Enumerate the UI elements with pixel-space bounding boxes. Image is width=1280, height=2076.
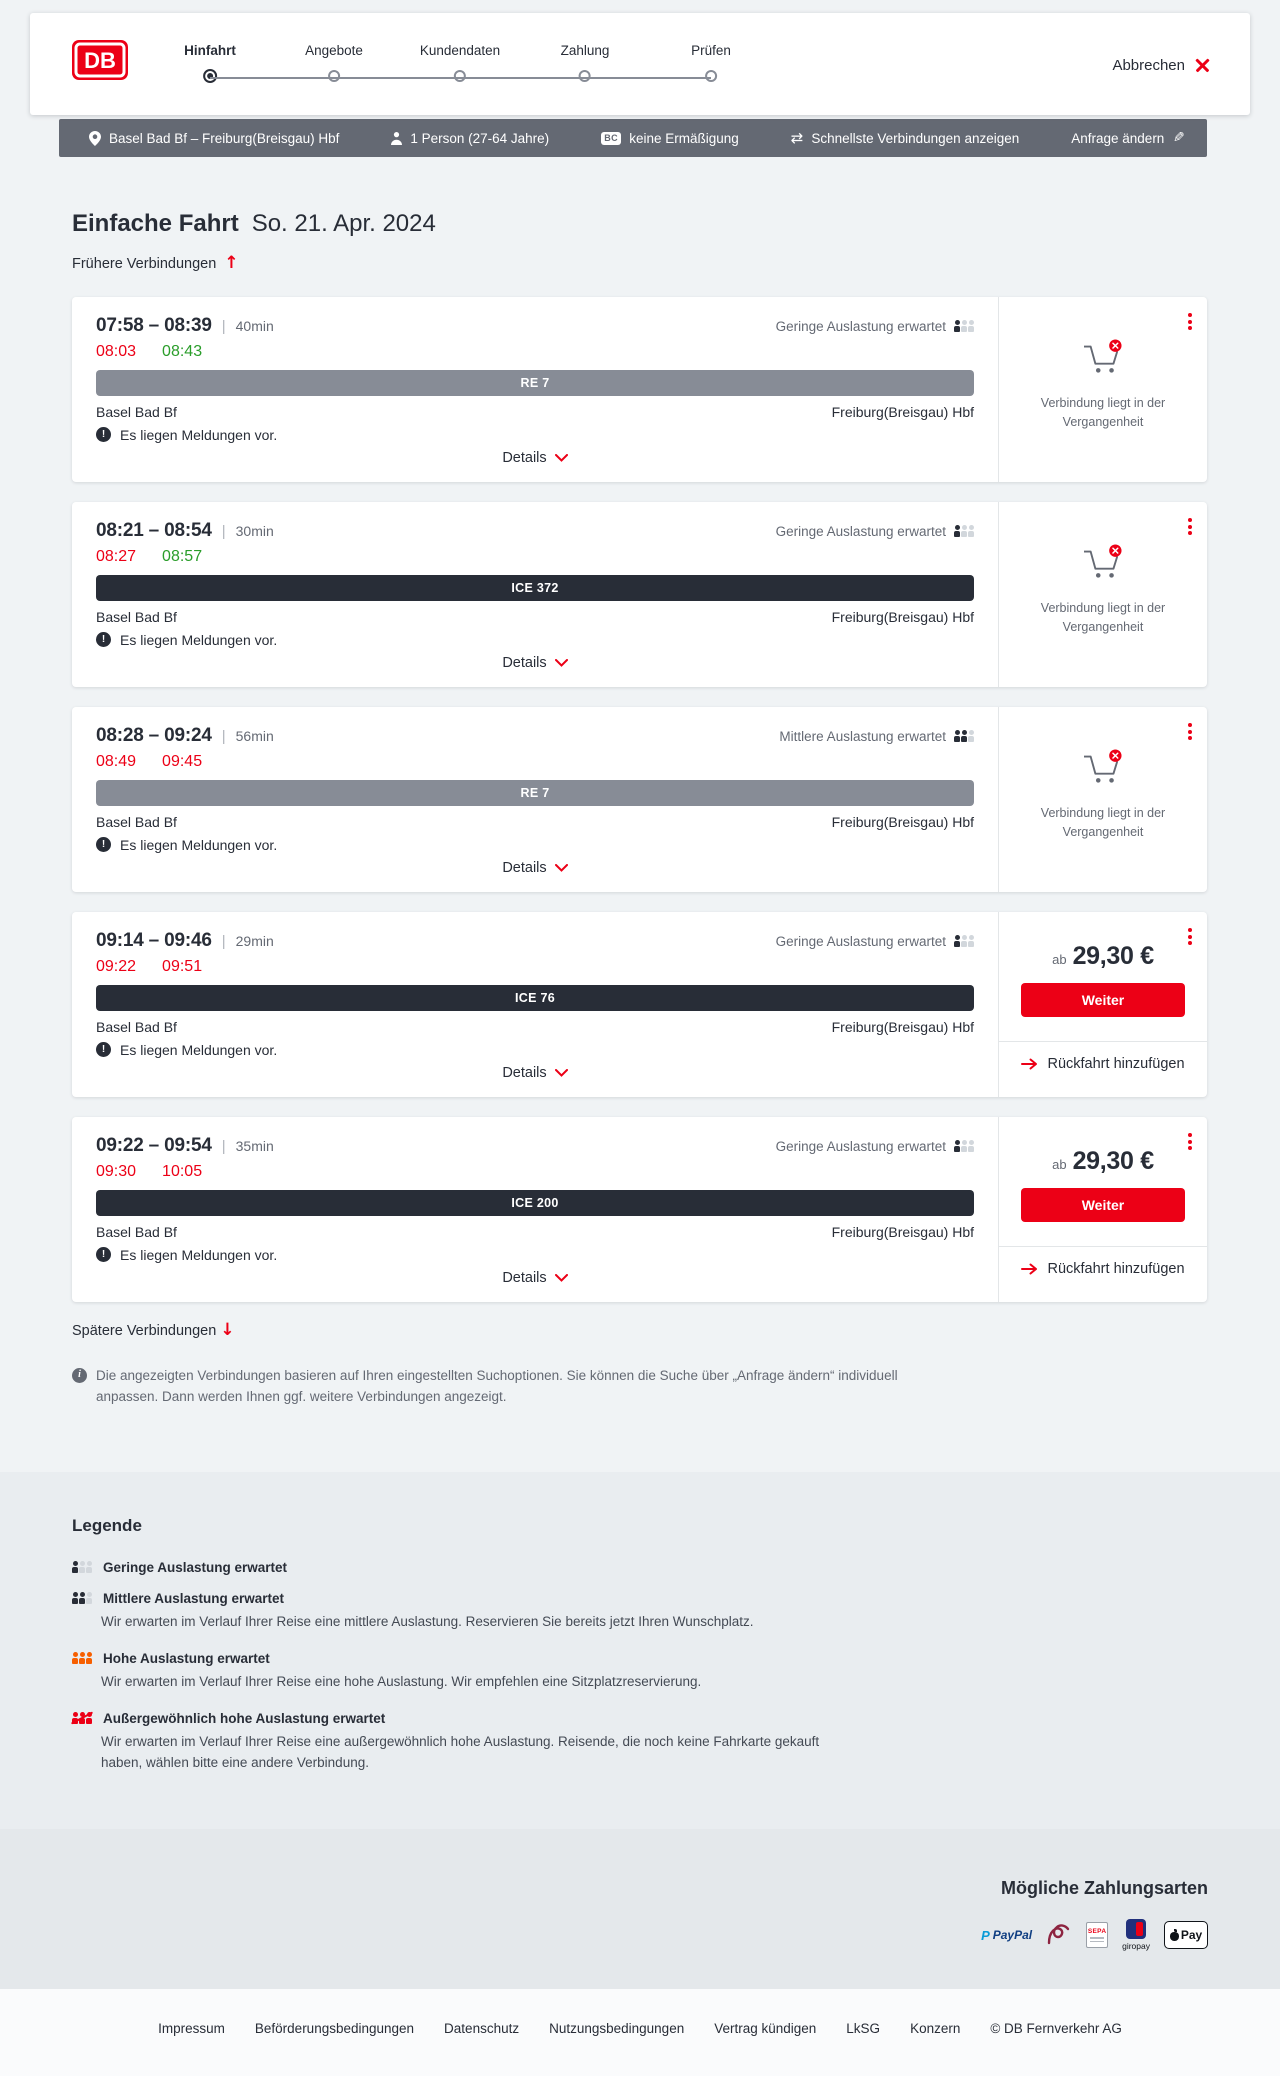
step-dot-icon (454, 70, 466, 82)
step-label: Zahlung (560, 43, 610, 58)
apple-logo-icon (1170, 1930, 1179, 1941)
cancel-button[interactable] (1112, 57, 1210, 74)
actual-departure-time: 09:30 (96, 1162, 137, 1180)
more-options-button[interactable] (1186, 1129, 1194, 1155)
price-prefix: ab (1052, 951, 1067, 967)
notice-text: Es liegen Meldungen vor. (120, 426, 278, 443)
past-connection-text: Verbindung liegt in der Vergangenheit (1040, 600, 1166, 634)
journey-time-range: 08:21 – 08:54 (96, 519, 212, 541)
more-options-button[interactable] (1186, 924, 1194, 950)
journey-duration: 40min (235, 317, 274, 334)
alert-icon: ! (96, 837, 111, 852)
results-heading (72, 210, 1208, 238)
cart-unavailable-icon (1082, 749, 1124, 787)
arrow-down-icon: ↓ (220, 1319, 235, 1340)
origin-station: Basel Bad Bf (96, 1018, 177, 1035)
arrow-up-icon: ↑ (224, 253, 239, 273)
separator: | (221, 317, 226, 335)
destination-station: Freiburg(Breisgau) Hbf (831, 1223, 974, 1240)
info-icon: i (72, 1368, 87, 1383)
footer-link-impressum[interactable]: Impressum (158, 2021, 225, 2037)
train-segment-bar (96, 780, 974, 806)
occupancy-indicator (776, 1139, 974, 1154)
location-pin-icon (89, 131, 101, 146)
paypal-glyph: P (981, 1927, 990, 1943)
notice-text: Es liegen Meldungen vor. (120, 836, 278, 853)
actual-departure-time: 08:49 (96, 752, 137, 770)
route-text: Basel Bad Bf – Freiburg(Breisgau) Hbf (109, 130, 340, 146)
paypal-label: PayPal (992, 1928, 1033, 1943)
connection-card (72, 707, 1207, 892)
legend-item-description: Wir erwarten im Verlauf Ihrer Reise eine mittlere Auslastung. Reservieren Sie bereits jetzt Ihren Wunschplatz. (101, 1613, 754, 1629)
occupancy-indicator (776, 934, 974, 949)
actual-departure-time: 08:27 (96, 547, 137, 565)
checkout-header (30, 13, 1250, 115)
journey-time-range: 08:28 – 09:24 (96, 724, 212, 746)
connection-card (72, 1117, 1207, 1302)
legend-item-high (72, 1651, 1208, 1693)
page-title: Einfache Fahrt (72, 210, 239, 237)
giropay-icon (1122, 1919, 1150, 1951)
details-label: Details (502, 1269, 547, 1286)
connection-main (72, 502, 998, 687)
connection-main (72, 912, 998, 1097)
earlier-connections-label: Frühere Verbindungen (72, 255, 217, 272)
journey-duration: 29min (235, 932, 274, 949)
legend-item-mid (72, 1591, 1208, 1633)
occupancy-exceptional-icon (72, 1712, 92, 1724)
separator: | (221, 932, 226, 950)
legend-item-low (72, 1560, 1208, 1575)
cart-unavailable-icon (1082, 339, 1124, 377)
paypal-icon (981, 1928, 1032, 1943)
chevron-down-icon (555, 864, 568, 872)
continue-button[interactable]: Weiter (1021, 1188, 1185, 1222)
search-summary-bar (59, 119, 1207, 157)
price-value: 29,30 € (1072, 1146, 1154, 1175)
details-label: Details (502, 654, 547, 671)
more-options-button[interactable] (1186, 309, 1194, 335)
step-label: Hinfahrt (184, 43, 236, 58)
connection-list (72, 297, 1207, 1302)
separator: | (221, 1137, 226, 1155)
legend-item-label: Hohe Auslastung erwartet (103, 1650, 270, 1666)
details-label: Details (502, 859, 547, 876)
connection-main (72, 1117, 998, 1302)
connection-action-panel (998, 502, 1207, 687)
journey-time-range: 09:14 – 09:46 (96, 929, 212, 951)
footer-link-datenschutz[interactable]: Datenschutz (444, 2021, 520, 2037)
discount-summary (601, 131, 739, 146)
chevron-down-icon (555, 659, 568, 667)
footer-link-lksg[interactable]: LkSG (846, 2021, 881, 2037)
occupancy-mid-icon (72, 1592, 92, 1604)
price-prefix: ab (1052, 1156, 1067, 1172)
footer-link-vertrag-kuendigen[interactable]: Vertrag kündigen (714, 2021, 817, 2037)
more-options-button[interactable] (1186, 719, 1194, 745)
occupancy-low-icon (72, 1561, 92, 1573)
origin-station: Basel Bad Bf (96, 813, 177, 830)
separator: | (221, 727, 226, 745)
alert-icon: ! (96, 632, 111, 647)
train-label: ICE 200 (511, 1195, 559, 1210)
passenger-summary (391, 131, 549, 146)
destination-station: Freiburg(Breisgau) Hbf (831, 1018, 974, 1035)
details-toggle[interactable] (96, 655, 974, 671)
occupancy-persons-icon (954, 320, 974, 332)
more-options-button[interactable] (1186, 514, 1194, 540)
panel-divider (999, 1246, 1207, 1247)
destination-station: Freiburg(Breisgau) Hbf (831, 608, 974, 625)
apple-pay-icon (1164, 1921, 1208, 1949)
footer (0, 1989, 1280, 2076)
past-connection-text: Verbindung liegt in der Vergangenheit (1040, 805, 1166, 839)
train-segment-bar (96, 370, 974, 396)
legend-item-description: Wir erwarten im Verlauf Ihrer Reise eine außergewöhnlich hohe Auslastung. Reisende, die noch keine Fahrkarte gekauft haben, wählen bitte eine andere Verbindung. (101, 1733, 820, 1770)
details-label: Details (502, 1064, 547, 1081)
swap-arrows-icon: ⇄ (790, 128, 804, 147)
legend-section (0, 1472, 1280, 1830)
actual-arrival-time: 10:05 (162, 1162, 203, 1180)
payment-methods-section (0, 1829, 1280, 1989)
step-dot-icon (705, 70, 717, 82)
occupancy-label: Geringe Auslastung erwartet (775, 933, 946, 949)
connection-action-panel (998, 707, 1207, 892)
occupancy-persons-icon (954, 1140, 974, 1152)
chevron-down-icon (555, 1274, 568, 1282)
progress-steps (30, 13, 1250, 115)
actual-arrival-time: 09:51 (162, 957, 203, 975)
actual-arrival-time: 08:57 (162, 547, 203, 565)
sort-text: Schnellste Verbindungen anzeigen (811, 130, 1020, 146)
occupancy-label: Geringe Auslastung erwartet (775, 523, 946, 539)
notice-text: Es liegen Meldungen vor. (120, 631, 278, 648)
add-return-link[interactable] (999, 1056, 1207, 1072)
route-summary (89, 131, 339, 146)
origin-station: Basel Bad Bf (96, 403, 177, 420)
journey-time-range: 09:22 – 09:54 (96, 1134, 212, 1156)
search-options-note-text: Die angezeigten Verbindungen basieren auf Ihren eingestellten Suchoptionen. Sie können die Suche über „Anfrage ändern“ individuell anpassen. Dann werden Ihnen ggf. weitere Verbindungen angezeigt. (96, 1367, 898, 1405)
journey-duration: 30min (235, 522, 274, 539)
details-toggle[interactable] (96, 1270, 974, 1286)
add-return-link[interactable] (999, 1261, 1207, 1277)
passengers-text: 1 Person (27-64 Jahre) (410, 130, 550, 146)
alert-icon: ! (96, 427, 111, 442)
legend-item-label: Außergewöhnlich hohe Auslastung erwartet (103, 1710, 386, 1726)
connection-action-panel (998, 297, 1207, 482)
past-connection-text: Verbindung liegt in der Vergangenheit (1040, 395, 1166, 429)
step-label: Angebote (305, 43, 363, 58)
giropay-label: giropay (1122, 1941, 1150, 1952)
connection-card (72, 297, 1207, 482)
person-icon (391, 132, 402, 145)
step-dot-icon (579, 70, 591, 82)
legend-title: Legende (72, 1515, 142, 1535)
actual-arrival-time: 08:43 (162, 342, 203, 360)
add-return-label: Rückfahrt hinzufügen (1047, 1260, 1185, 1277)
footer-link-befoerderungsbedingungen[interactable]: Beförderungsbedingungen (254, 2021, 415, 2037)
continue-button[interactable]: Weiter (1021, 983, 1185, 1017)
alert-icon: ! (96, 1247, 111, 1262)
occupancy-label: Mittlere Auslastung erwartet (779, 728, 946, 744)
legend-item-label: Mittlere Auslastung erwartet (103, 1590, 285, 1606)
train-label: RE 7 (520, 785, 550, 800)
step-label: Kundendaten (419, 43, 501, 58)
payment-icons-row (72, 1919, 1208, 1951)
search-options-note (72, 1365, 952, 1408)
connection-notice (96, 1042, 974, 1058)
journey-time-range: 07:58 – 08:39 (96, 314, 212, 336)
cancel-label: Abbrechen (1112, 57, 1185, 74)
connection-notice (96, 837, 974, 853)
occupancy-indicator (779, 729, 974, 744)
legend-item-exceptional (72, 1711, 1208, 1774)
destination-station: Freiburg(Breisgau) Hbf (831, 403, 974, 420)
sepa-direct-debit-icon (1086, 1922, 1108, 1948)
train-segment-bar (96, 985, 974, 1011)
copyright-text: © DB Fernverkehr AG (990, 2021, 1122, 2037)
arrow-right-icon (1021, 1058, 1038, 1070)
notice-text: Es liegen Meldungen vor. (120, 1246, 278, 1263)
train-label: RE 7 (520, 375, 550, 390)
connection-notice (96, 427, 974, 443)
details-toggle[interactable] (96, 450, 974, 466)
actual-departure-time: 09:22 (96, 957, 137, 975)
alert-icon: ! (96, 1042, 111, 1057)
occupancy-high-icon (72, 1652, 92, 1664)
connection-action-panel (998, 912, 1207, 1097)
origin-station: Basel Bad Bf (96, 1223, 177, 1240)
footer-link-nutzungsbedingungen[interactable]: Nutzungsbedingungen (549, 2021, 685, 2037)
payment-swirl-icon (1046, 1923, 1072, 1947)
actual-arrival-time: 09:45 (162, 752, 203, 770)
journey-duration: 56min (235, 727, 274, 744)
connection-notice (96, 1247, 974, 1263)
connection-main (72, 707, 998, 892)
occupancy-persons-icon (954, 935, 974, 947)
discount-text: keine Ermäßigung (629, 130, 739, 146)
actual-departure-time: 08:03 (96, 342, 137, 360)
train-label: ICE 76 (514, 990, 555, 1005)
connection-card (72, 502, 1207, 687)
occupancy-indicator (776, 319, 974, 334)
step-dot-icon (328, 70, 340, 82)
chevron-down-icon (555, 454, 568, 462)
step-dot-active-icon (203, 69, 217, 83)
legend-item-description: Wir erwarten im Verlauf Ihrer Reise eine hohe Auslastung. Wir empfehlen eine Sitzplatzreservierung. (101, 1673, 702, 1689)
arrow-right-icon (1021, 1263, 1038, 1275)
train-label: ICE 372 (511, 580, 559, 595)
destination-station: Freiburg(Breisgau) Hbf (831, 813, 974, 830)
train-segment-bar (96, 575, 974, 601)
origin-station: Basel Bad Bf (96, 608, 177, 625)
occupancy-persons-icon (954, 730, 974, 742)
travel-date: So. 21. Apr. 2024 (251, 210, 436, 237)
earlier-connections-link[interactable] (72, 255, 239, 272)
add-return-label: Rückfahrt hinzufügen (1047, 1055, 1185, 1072)
close-icon (1195, 58, 1210, 73)
connection-card (72, 912, 1207, 1097)
footer-link-konzern[interactable]: Konzern (910, 2021, 961, 2037)
later-connections-link[interactable] (72, 1319, 1208, 1340)
sepa-label: SEPA (1087, 1928, 1107, 1936)
connection-action-panel (998, 1117, 1207, 1302)
edit-request-button[interactable] (1071, 130, 1185, 146)
cart-unavailable-icon (1082, 544, 1124, 582)
occupancy-label: Geringe Auslastung erwartet (775, 318, 946, 334)
svg-text:DB: DB (84, 48, 116, 73)
journey-duration: 35min (235, 1137, 274, 1154)
connection-main (72, 297, 998, 482)
later-connections-label: Spätere Verbindungen (72, 1322, 217, 1339)
edit-request-label: Anfrage ändern (1071, 130, 1165, 146)
payment-methods-title: Mögliche Zahlungsarten (1000, 1878, 1208, 1899)
occupancy-indicator (776, 524, 974, 539)
apple-pay-label: Pay (1180, 1928, 1203, 1943)
notice-text: Es liegen Meldungen vor. (120, 1041, 278, 1058)
bahncard-icon: BC (601, 132, 621, 145)
train-segment-bar (96, 1190, 974, 1216)
details-toggle[interactable] (96, 1065, 974, 1081)
steps-connector-line (210, 77, 711, 79)
sort-summary (790, 128, 1020, 147)
chevron-down-icon (555, 1069, 568, 1077)
price-value: 29,30 € (1072, 941, 1154, 970)
separator: | (221, 522, 226, 540)
details-toggle[interactable] (96, 860, 974, 876)
connection-notice (96, 632, 974, 648)
step-label: Prüfen (691, 43, 731, 58)
details-label: Details (502, 449, 547, 466)
occupancy-label: Geringe Auslastung erwartet (775, 1138, 946, 1154)
panel-divider (999, 1041, 1207, 1042)
pencil-icon: ✎ (1173, 130, 1186, 146)
legend-item-label: Geringe Auslastung erwartet (103, 1559, 288, 1575)
occupancy-persons-icon (954, 525, 974, 537)
